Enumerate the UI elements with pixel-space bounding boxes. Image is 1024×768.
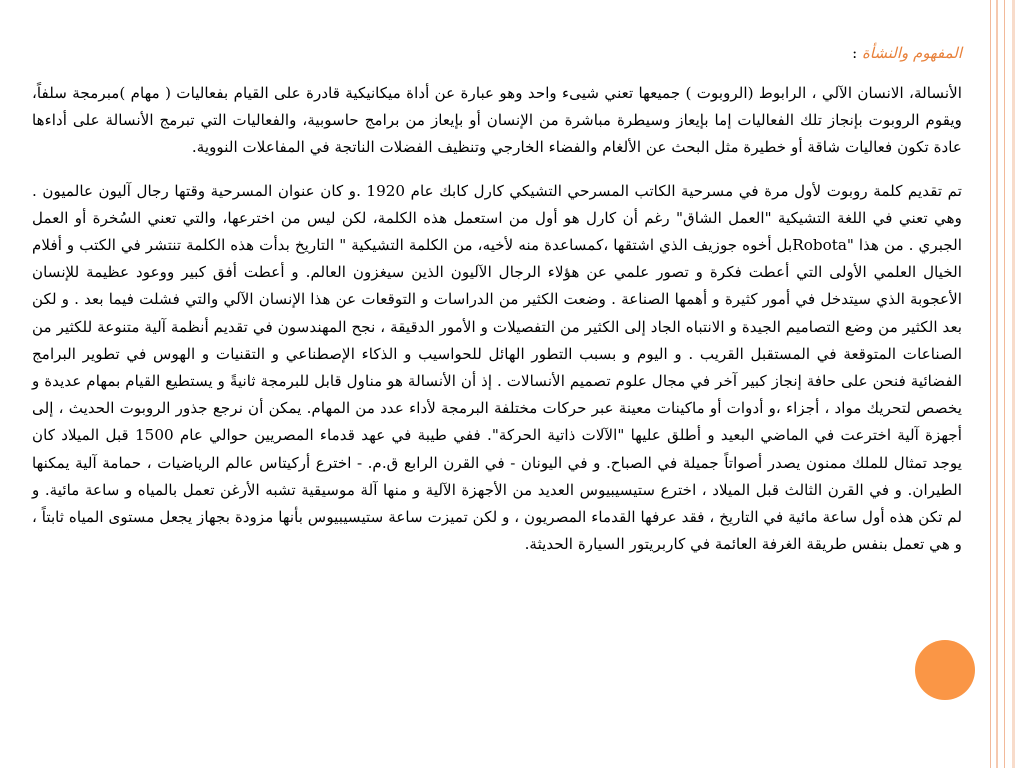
stripe-line bbox=[990, 0, 991, 768]
slide-heading bbox=[32, 40, 962, 66]
stripe-line bbox=[1012, 0, 1015, 768]
stripe-line bbox=[1004, 0, 1005, 768]
decorative-circle bbox=[915, 640, 975, 700]
stripe-line bbox=[996, 0, 998, 768]
paragraph-definition: الأنسالة، الانسان الآلي ، الرابوط (الروبوت ) جميعها تعني شيىء واحد وهو عبارة عن أداة ميكانيكية قادرة على القيام بفعاليات ( مهام )مبرمجة سلفاً، ويقوم الروبوت بإنجاز تلك الفعاليات إما بإيعاز وسيطرة مباشرة من الإنسان أو بإيعاز من برامج حاسوبية، والفعاليات التي تبرمج الأنسالة على أداءها عادة تكون فعاليات شاقة أو خطيرة مثل البحث عن الألغام والفضاء الخارجي وتنظيف الفضلات الناتجة في المفاعلات النووية. bbox=[32, 84, 962, 157]
paragraph-history: تم تقديم كلمة روبوت لأول مرة في مسرحية الكاتب المسرحي التشيكي كارل كابك عام 1920 .و كان عنوان المسرحية وقتها رجال آليون عالميون . وهي تعني في اللغة التشيكية "العمل الشاق" رغم أن كارل هو أول من استعمل هذه الكلمة، لكن ليس من اخترعها، والتي تعني السُخرة أو العمل الجبري . من هذا "Robotaبل أخوه جوزيف الذي اشتقها ،كمساعدة منه لأخيه، من الكلمة التشيكية " التاريخ بدأت هذه الكلمة تنتشر في الكتب و أفلام الخيال العلمي الأولى التي أعطت فكرة و تصور علمي عن هؤلاء الرجال الآليون الذين سيغزون العالم. و أعطت أفق كبير ووعود عظيمة للإنسان الأعجوبة الذي سيتدخل في أمور كثيرة و أهمها الصناعة . وضعت الكثير من الدراسات و التوقعات عن هذا الإنسان الآلي والتي فشلت فيما بعد . و لكن بعد الكثير من وضع التصاميم الجيدة و الانتباه الجاد إلى الكثير من التفصيلات و الأمور الدقيقة ، نجح المهندسون في تقديم أنظمة آلية متنوعة للكثير من الصناعات المتوقعة في المستقبل القريب . و اليوم و بسبب التطور الهائل للحواسيب و الذكاء الإصطناعي و التقنيات و الهوس في تطوير البرامج الفضائية فنحن على حافة إنجاز كبير آخر في مجال علوم تصميم الأنسالات . إذ أن الأنسالة هو مناول قابل للبرمجة ثانيةً و يستطيع القيام بمهام عديدة و يخصص لتحريك مواد ، أجزاء ،و أدوات أو ماكينات معينة عبر حركات مختلفة البرمجة لأداء عدد من المهام. يمكن أن نرجع جذور الروبوت الحديث ، إلى أجهزة آلية اخترعت في الماضي البعيد و أطلق عليها "الآلات ذاتية الحركة". ففي طيبة في عهد قدماء المصريين حوالي عام 1500 قبل الميلاد كان يوجد تمثال للملك ممنون يصدر أصواتاً جميلة في الصباح. و في اليونان - في القرن الرابع ق.م. - اخترع أركيتاس عالم الرياضيات ، حمامة آلية يمكنها الطيران. و في القرن الثالث قبل الميلاد ، اخترع ستيسيبيوس العديد من الأجهزة الآلية و منها آلة موسيقية تشبه الأرغن تعمل بالمياه و ساعة مائية. و لم تكن هذه أول ساعة مائية في التاريخ ، فقد عرفها القدماء المصريون ، و لكن تميزت ساعة ستيسيبيوس بأنها مزودة بجهاز يجعل مستوى المياه ثابتاً ، و هي تعمل بنفس طريقة الغرفة العائمة في كاربريتور السيارة الحديثة. bbox=[32, 181, 962, 554]
heading-colon: : bbox=[852, 44, 858, 62]
decorative-stripes bbox=[982, 0, 1024, 768]
heading-title: المفهوم والنشأة bbox=[861, 44, 962, 62]
slide-body bbox=[32, 40, 962, 574]
